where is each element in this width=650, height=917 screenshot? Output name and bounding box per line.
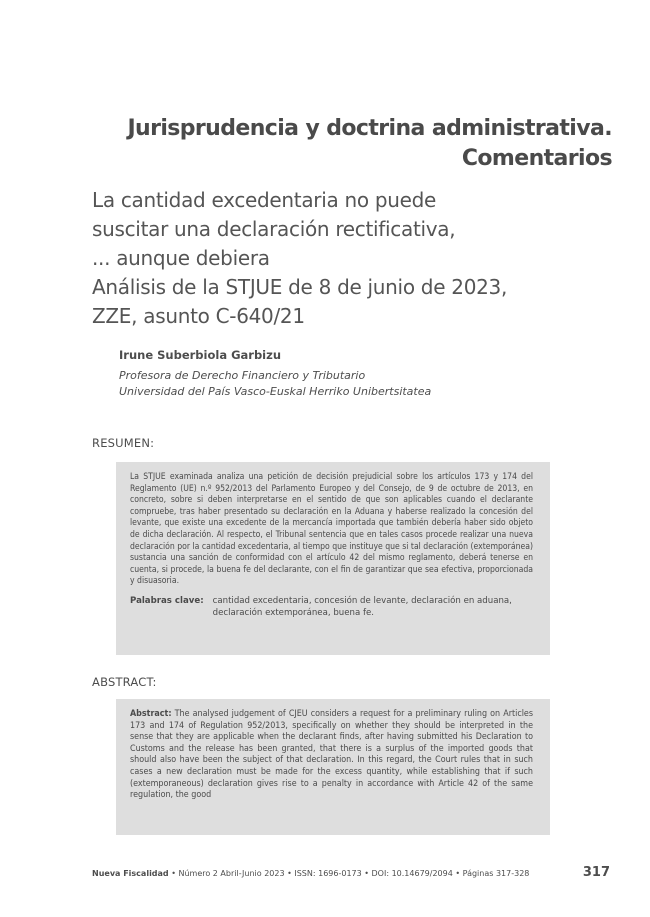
abstract-box xyxy=(116,699,550,835)
author-name: Irune Suberbiola Garbizu xyxy=(119,348,282,362)
article-title-line: Análisis de la STJUE de 8 de junio de 2023, xyxy=(92,275,508,299)
article-title-line: ZZE, asunto C-640/21 xyxy=(92,304,305,328)
article-title xyxy=(92,186,592,331)
section-title-line-2: Comentarios xyxy=(461,146,612,171)
keywords-label: Palabras clave: xyxy=(130,595,204,606)
article-title-line: ... aunque debiera xyxy=(92,246,270,270)
keywords-text: cantidad excedentaria, concesión de levante, declaración en aduana, declaración extemporánea, buena fe. xyxy=(212,595,512,618)
abstract-text: The analysed judgement of CJEU considers a request for a preliminary ruling on Articles 173 and 174 of Regulation 952/2013, specifically on whether they should be interpreted in the sense that they are applicable when the declarant finds, after having submitted his Declaration to Customs and the release has been granted, that there is a surplus of the imported goods that should also have been the subject of that declaration. In this regard, the Court rules that in such cases a new declaration must be made for the excess quantity, while establishing that if such (extemporaneous) declaration gives rise to a penalty in accordance with Article 42 of the same regulation, the good xyxy=(130,709,533,801)
abstract-heading: ABSTRACT: xyxy=(92,675,157,689)
author-affiliation xyxy=(119,368,431,400)
footer-issue: • Número 2 Abril-Junio 2023 • ISSN: 1696-0173 • DOI: 10.14679/2094 • Páginas 317-328 xyxy=(168,869,530,878)
abstract-label: Abstract: xyxy=(130,709,172,719)
author-position: Profesora de Derecho Financiero y Tributario xyxy=(119,369,366,382)
section-title xyxy=(127,114,612,174)
section-title-line-1: Jurisprudencia y doctrina administrativa. xyxy=(127,116,612,141)
footer-journal: Nueva Fiscalidad xyxy=(92,869,169,878)
footer-citation xyxy=(92,869,529,878)
keywords-row xyxy=(130,596,533,619)
page-number: 317 xyxy=(582,865,610,880)
resumen-box xyxy=(116,462,550,655)
resumen-heading: RESUMEN: xyxy=(92,436,155,450)
author-institution: Universidad del País Vasco-Euskal Herriko Unibertsitatea xyxy=(119,385,432,398)
resumen-text: La STJUE examinada analiza una petición de decisión prejudicial sobre los artículos 173 y 174 del Reglamento (UE) n.º 952/2013 del Parlamento Europeo y del Consejo, de 9 de octubre de 2013, en concreto, sobre si deben interpretarse en el sentido de que son aplicables cuando el declarante compruebe, tras haber presentado su declaración en la Aduana y haberse realizado la concesión del levante, que existe una excedente de la mercancía importada que también debería haber sido objeto de dicha declaración. Al respecto, el Tribunal sentencia que en tales casos procede realizar una nueva declaración por la cantidad excedentaria, al tiempo que instituye que si tal declaración (extemporánea) sustancia una sanción de conformidad con el artículo 42 del mismo reglamento, deberá tenerse en cuenta, si procede, la buena fe del declarante, con el fin de garantizar que sea efectiva, proporcionada y disuasoria. xyxy=(130,472,533,587)
article-title-line: suscitar una declaración rectificativa, xyxy=(92,217,456,241)
abstract-paragraph xyxy=(130,709,533,802)
article-title-line: La cantidad excedentaria no puede xyxy=(92,188,437,212)
